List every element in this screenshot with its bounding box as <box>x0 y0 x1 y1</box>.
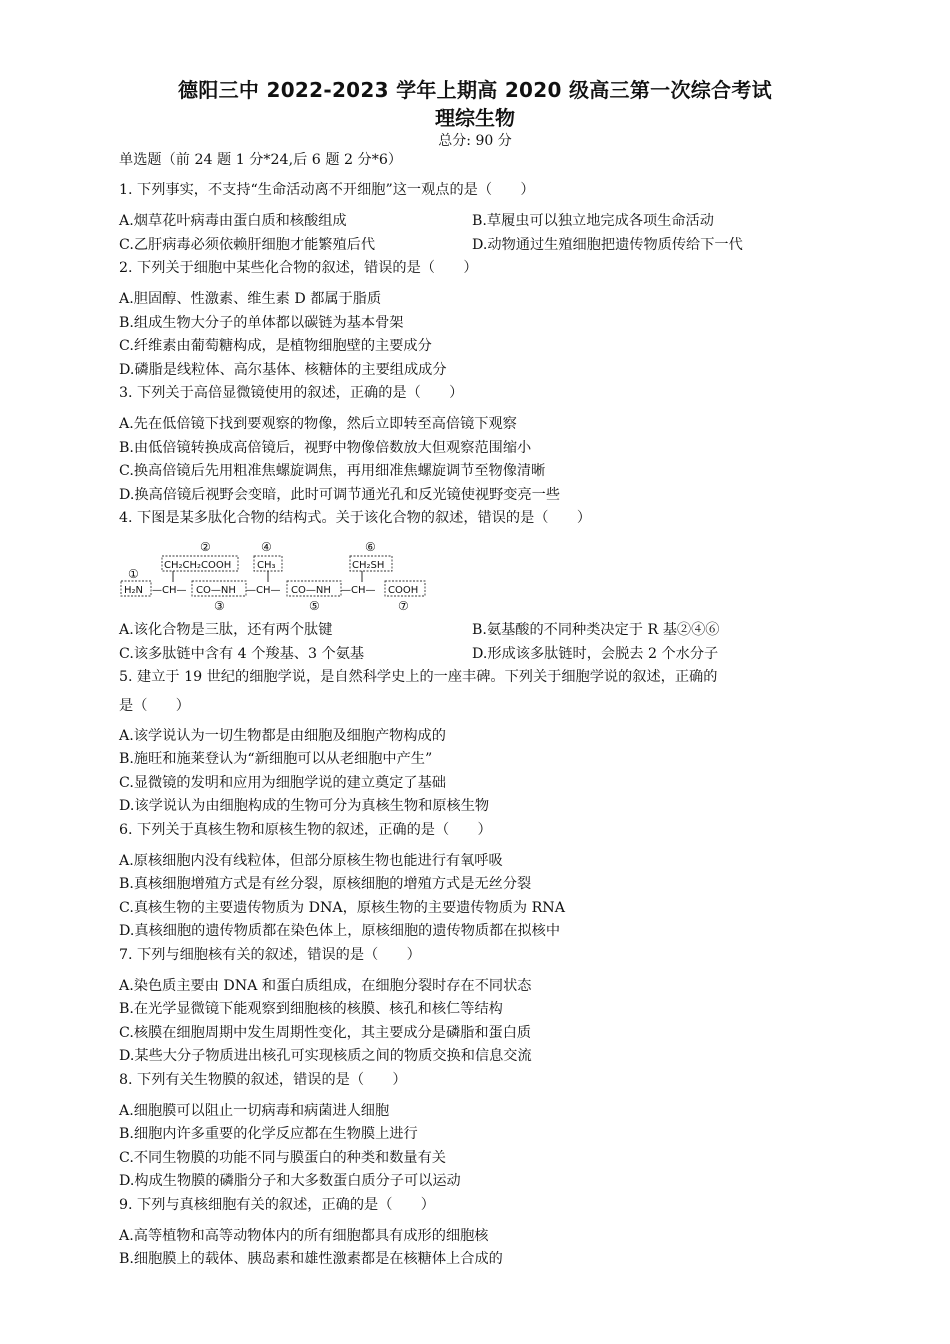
section-heading: 单选题（前 24 题 1 分*24,后 6 题 2 分*6） <box>119 152 403 168</box>
question-4-stem: 4. 下图是某多肽化合物的结构式。关于该化合物的叙述，错误的是（ ） <box>119 510 592 526</box>
q1-option-d: D.动物通过生殖细胞把遗传物质传给下一代 <box>472 237 743 253</box>
figure-group-peptide-1: CO—NH <box>196 585 236 596</box>
q9-option-a: A.高等植物和高等动物体内的所有细胞都具有成形的细胞核 <box>119 1228 489 1244</box>
q6-option-d: D.真核细胞的遗传物质都在染色体上，原核细胞的遗传物质都在拟核中 <box>119 923 561 939</box>
q5-option-a: A.该学说认为一切生物都是由细胞及细胞产物构成的 <box>119 728 446 744</box>
q4-option-b: B.氨基酸的不同种类决定于 R 基②④⑥ <box>472 622 720 638</box>
q7-option-d: D.某些大分子物质进出核孔可实现核质之间的物质交换和信息交流 <box>119 1048 532 1064</box>
q7-option-c: C.核膜在细胞周期中发生周期性变化，其主要成分是磷脂和蛋白质 <box>119 1025 532 1041</box>
question-2-stem: 2. 下列关于细胞中某些化合物的叙述，错误的是（ ） <box>119 260 478 276</box>
question-7-stem: 7. 下列与细胞核有关的叙述，错误的是（ ） <box>119 947 421 963</box>
question-5-stem-cont: 是（ ） <box>119 698 190 714</box>
q2-option-d: D.磷脂是线粒体、高尔基体、核糖体的主要组成成分 <box>119 362 447 378</box>
q2-option-b: B.组成生物大分子的单体都以碳链为基本骨架 <box>119 315 404 331</box>
question-1-stem: 1. 下列事实，不支持“生命活动离不开细胞”这一观点的是（ ） <box>119 182 535 198</box>
q3-option-d: D.换高倍镜后视野会变暗，此时可调节通光孔和反光镜使视野变亮一些 <box>119 487 561 503</box>
figure-ch-3: —CH— <box>341 585 376 596</box>
question-6-stem: 6. 下列关于真核生物和原核生物的叙述，正确的是（ ） <box>119 822 492 838</box>
question-8-stem: 8. 下列有关生物膜的叙述，错误的是（ ） <box>119 1072 407 1088</box>
figure-ch-2: —CH— <box>246 585 281 596</box>
question-3-stem: 3. 下列关于高倍显微镜使用的叙述，正确的是（ ） <box>119 385 464 401</box>
q1-option-a: A.烟草花叶病毒由蛋白质和核酸组成 <box>119 213 347 229</box>
figure-label-3: ③ <box>214 599 225 613</box>
q9-option-b: B.细胞膜上的载体、胰岛素和雄性激素都是在核糖体上合成的 <box>119 1251 503 1267</box>
figure-group-r4: CH₃ <box>257 560 276 571</box>
figure-label-5: ⑤ <box>309 599 320 613</box>
q5-option-d: D.该学说认为由细胞构成的生物可分为真核生物和原核生物 <box>119 798 490 814</box>
polypeptide-structure-figure <box>118 538 438 614</box>
q6-option-b: B.真核细胞增殖方式是有丝分裂，原核细胞的增殖方式是无丝分裂 <box>119 876 532 892</box>
figure-group-carboxyl: COOH <box>388 585 419 596</box>
q1-option-b: B.草履虫可以独立地完成各项生命活动 <box>472 213 714 229</box>
question-9-stem: 9. 下列与真核细胞有关的叙述，正确的是（ ） <box>119 1197 435 1213</box>
q8-option-c: C.不同生物膜的功能不同与膜蛋白的种类和数量有关 <box>119 1150 446 1166</box>
exam-title: 德阳三中 2022-2023 学年上期高 2020 级高三第一次综合考试 <box>178 78 772 102</box>
q8-option-d: D.构成生物膜的磷脂分子和大多数蛋白质分子可以运动 <box>119 1173 461 1189</box>
q3-option-b: B.由低倍镜转换成高倍镜后，视野中物像倍数放大但观察范围缩小 <box>119 440 532 456</box>
exam-subject: 理综生物 <box>435 106 515 130</box>
q4-option-c: C.该多肽链中含有 4 个羧基、3 个氨基 <box>119 646 365 662</box>
figure-label-6: ⑥ <box>365 540 376 554</box>
q7-option-a: A.染色质主要由 DNA 和蛋白质组成，在细胞分裂时存在不同状态 <box>119 978 532 994</box>
q3-option-a: A.先在低倍镜下找到要观察的物像，然后立即转至高倍镜下观察 <box>119 416 517 432</box>
q7-option-b: B.在光学显微镜下能观察到细胞核的核膜、核孔和核仁等结构 <box>119 1001 503 1017</box>
q2-option-a: A.胆固醇、性激素、维生素 D 都属于脂质 <box>119 291 382 307</box>
q3-option-c: C.换高倍镜后先用粗准焦螺旋调焦，再用细准焦螺旋调节至物像清晰 <box>119 463 546 479</box>
figure-group-r6: CH₂SH <box>352 560 385 571</box>
figure-label-7: ⑦ <box>398 599 409 613</box>
q5-option-c: C.显微镜的发明和应用为细胞学说的建立奠定了基础 <box>119 775 446 791</box>
figure-label-2: ② <box>200 540 211 554</box>
question-5-stem: 5. 建立于 19 世纪的细胞学说，是自然科学史上的一座丰碑。下列关于细胞学说的叙述，正确的 <box>119 669 718 685</box>
q8-option-b: B.细胞内许多重要的化学反应都在生物膜上进行 <box>119 1126 418 1142</box>
q1-option-c: C.乙肝病毒必须依赖肝细胞才能繁殖后代 <box>119 237 376 253</box>
total-score: 总分: 90 分 <box>438 133 512 149</box>
figure-label-4: ④ <box>261 540 272 554</box>
figure-group-r2: CH₂CH₂COOH <box>164 560 232 571</box>
q4-option-d: D.形成该多肽链时，会脱去 2 个水分子 <box>472 646 719 662</box>
q6-option-c: C.真核生物的主要遗传物质为 DNA，原核生物的主要遗传物质为 RNA <box>119 900 565 916</box>
figure-label-1: ① <box>128 567 139 581</box>
figure-group-amino: H₂N <box>124 585 144 596</box>
q6-option-a: A.原核细胞内没有线粒体，但部分原核生物也能进行有氧呼吸 <box>119 853 503 869</box>
q2-option-c: C.纤维素由葡萄糖构成，是植物细胞壁的主要成分 <box>119 338 432 354</box>
figure-group-peptide-2: CO—NH <box>291 585 331 596</box>
q8-option-a: A.细胞膜可以阻止一切病毒和病菌进人细胞 <box>119 1103 390 1119</box>
q4-option-a: A.该化合物是三肽，还有两个肽键 <box>119 622 333 638</box>
q5-option-b: B.施旺和施莱登认为“新细胞可以从老细胞中产生” <box>119 751 433 767</box>
figure-ch-1: —CH— <box>152 585 187 596</box>
